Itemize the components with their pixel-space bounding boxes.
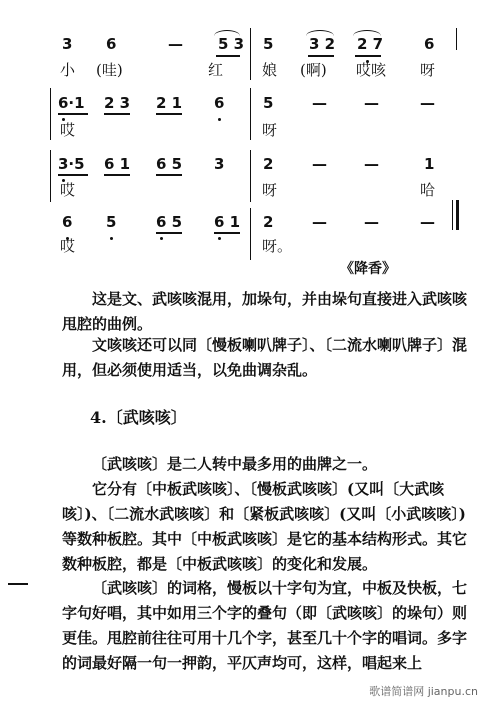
underline-mark xyxy=(104,113,130,115)
bar-line xyxy=(250,150,251,202)
bar-line xyxy=(250,208,251,260)
octave-dot xyxy=(218,237,221,240)
underline-mark xyxy=(156,232,182,234)
note: 6 xyxy=(214,94,225,112)
lyric: 哎咳 xyxy=(356,61,387,79)
margin-mark xyxy=(8,583,28,585)
note: 5 xyxy=(263,94,274,112)
note: — xyxy=(364,213,379,231)
note: 3 xyxy=(214,155,225,173)
lyric: (哇) xyxy=(96,61,123,79)
tie-mark xyxy=(214,30,240,36)
note: 6 5 xyxy=(156,213,183,231)
note: 2 1 xyxy=(156,94,183,112)
note: 2 3 xyxy=(104,94,131,112)
section-heading: 4.〔武咳咳〕 xyxy=(90,408,187,427)
underline-mark xyxy=(216,55,240,57)
paragraph: 这是文、武咳咳混用，加垛句，并由垛句直接进入武咳咳甩腔的曲例。 xyxy=(62,290,468,333)
note: — xyxy=(312,213,327,231)
note: 2 7 xyxy=(357,35,384,53)
note: 5 3 xyxy=(218,35,245,53)
note: — xyxy=(312,155,327,173)
watermark: 歌谱简谱网 jianpu.cn xyxy=(369,685,478,698)
lyric: 呀。 xyxy=(262,237,293,255)
paragraph: 〔武咳咳〕是二人转中最多用的曲牌之一。 xyxy=(92,455,378,473)
underline-mark xyxy=(58,174,88,176)
note: — xyxy=(420,213,435,231)
paragraph: 它分有〔中板武咳咳〕、〔慢板武咳咳〕(又叫〔大武咳咳〕)、〔二流水武咳咳〕和〔紧板武咳咳〕(又叫〔小武咳咳〕)等数种板腔。其中〔中板武咳咳〕是它的基本结构形式。其它数种板腔，都是〔中板武咳咳〕的变化和发展。 xyxy=(62,480,468,573)
lyric: 红 xyxy=(208,61,224,79)
underline-mark xyxy=(355,55,381,57)
lyric: 哈 xyxy=(420,181,436,199)
note: — xyxy=(168,35,183,53)
note: — xyxy=(312,94,327,112)
note: 6 1 xyxy=(104,155,131,173)
end-bar-thick xyxy=(456,200,459,230)
bar-line xyxy=(50,88,51,140)
paragraph: 〔武咳咳〕的词格，慢板以十字句为宜，中板及快板，七字句好唱，其中如用三个字的叠句（即〔武咳咳〕的垛句）则更佳。甩腔前往往可用十几个字，甚至几十个字的唱词。多字的词最好隔一句一押韵，平仄声均可，这样，唱起来上 xyxy=(62,579,468,672)
underline-mark xyxy=(104,174,130,176)
end-bar-line xyxy=(452,200,453,230)
note: 1 xyxy=(424,155,435,173)
lyric: 哎 xyxy=(60,181,76,199)
underline-mark xyxy=(156,174,182,176)
note: 3 xyxy=(62,35,73,53)
underline-mark xyxy=(308,55,334,57)
note: 6 5 xyxy=(156,155,183,173)
lyric: 呀 xyxy=(262,181,278,199)
paragraph: 文咳咳还可以同〔慢板喇叭牌子〕、〔二流水喇叭牌子〕混用，但必须使用适当，以免曲调杂乱。 xyxy=(62,336,468,379)
note: 6 xyxy=(424,35,435,53)
octave-dot xyxy=(218,118,221,121)
note: 6 1 xyxy=(214,213,241,231)
tie-mark xyxy=(306,30,334,36)
source-title: 《降香》 xyxy=(340,261,396,277)
octave-dot xyxy=(160,237,163,240)
underline-mark xyxy=(58,113,88,115)
music-score xyxy=(0,0,490,290)
note: 3·5 xyxy=(58,155,85,173)
lyric: 呀 xyxy=(420,61,436,79)
bar-line xyxy=(50,150,51,202)
note: — xyxy=(364,155,379,173)
note: 6 xyxy=(106,35,117,53)
note: 2 xyxy=(263,155,274,173)
note: 3 2 xyxy=(309,35,336,53)
bar-line xyxy=(456,28,457,50)
note: 6·1 xyxy=(58,94,85,112)
note: 2 xyxy=(263,213,274,231)
bar-line xyxy=(250,88,251,140)
note: — xyxy=(364,94,379,112)
lyric: (啊) xyxy=(300,61,327,79)
tie-mark xyxy=(353,30,381,36)
lyric: 哎 xyxy=(60,121,76,139)
note: 5 xyxy=(106,213,117,231)
note: 6 xyxy=(62,213,73,231)
bar-line xyxy=(250,28,251,80)
octave-dot xyxy=(110,237,113,240)
underline-mark xyxy=(156,113,182,115)
lyric: 呀 xyxy=(262,121,278,139)
note: — xyxy=(420,94,435,112)
lyric: 哎 xyxy=(60,237,76,255)
lyric: 娘 xyxy=(262,61,278,79)
lyric: 小 xyxy=(60,61,76,79)
underline-mark xyxy=(214,232,240,234)
note: 5 xyxy=(263,35,274,53)
